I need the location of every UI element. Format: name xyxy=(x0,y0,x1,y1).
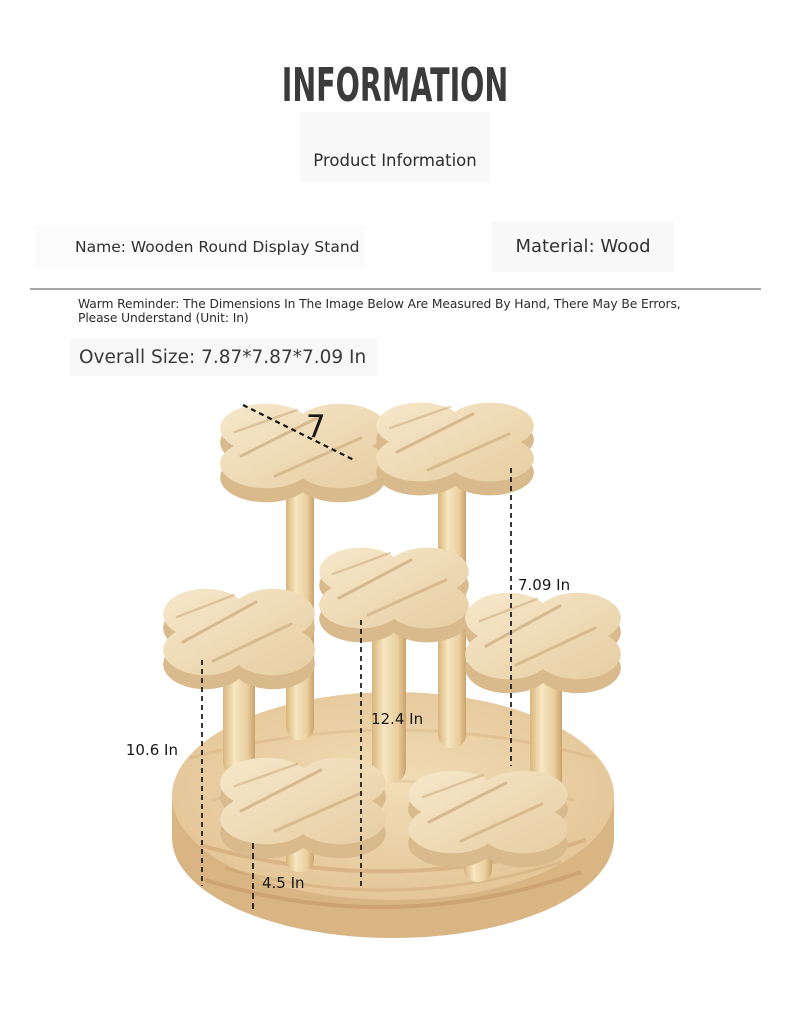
platform-mid-right xyxy=(465,593,621,693)
warm-reminder xyxy=(78,297,681,325)
top-diameter-label: 7 xyxy=(306,409,326,445)
center-height-label: 12.4 In xyxy=(371,710,424,728)
page-title: INFORMATION xyxy=(281,58,509,112)
product-name: Name: Wooden Round Display Stand xyxy=(75,238,360,256)
product-material: Material: Wood xyxy=(515,236,651,257)
divider-line xyxy=(30,288,761,290)
left-height-label: 10.6 In xyxy=(125,741,178,759)
page-subtitle: Product Information xyxy=(313,151,477,170)
overall-size: Overall Size: 7.87*7.87*7.09 In xyxy=(79,346,367,368)
bottom-width-label: 4.5 In xyxy=(262,874,305,892)
platform-mid-left xyxy=(163,589,315,689)
product-name-panel xyxy=(35,226,365,268)
platform-top-left xyxy=(220,404,386,503)
platform-bottom-right xyxy=(408,771,568,868)
overall-size-panel xyxy=(70,338,377,376)
platform-bottom-left xyxy=(220,758,386,858)
warm-reminder-line2: Please Understand (Unit: In) xyxy=(78,311,249,325)
warm-reminder-line1: Warm Reminder: The Dimensions In The Image Below Are Measured By Hand, There May Be Errors, xyxy=(78,297,681,311)
subtitle-panel xyxy=(300,112,490,182)
platform-mid-center xyxy=(319,548,469,643)
product-material-panel xyxy=(492,221,674,272)
product-image xyxy=(0,378,790,978)
total-height-label: 7.09 In xyxy=(518,576,571,594)
